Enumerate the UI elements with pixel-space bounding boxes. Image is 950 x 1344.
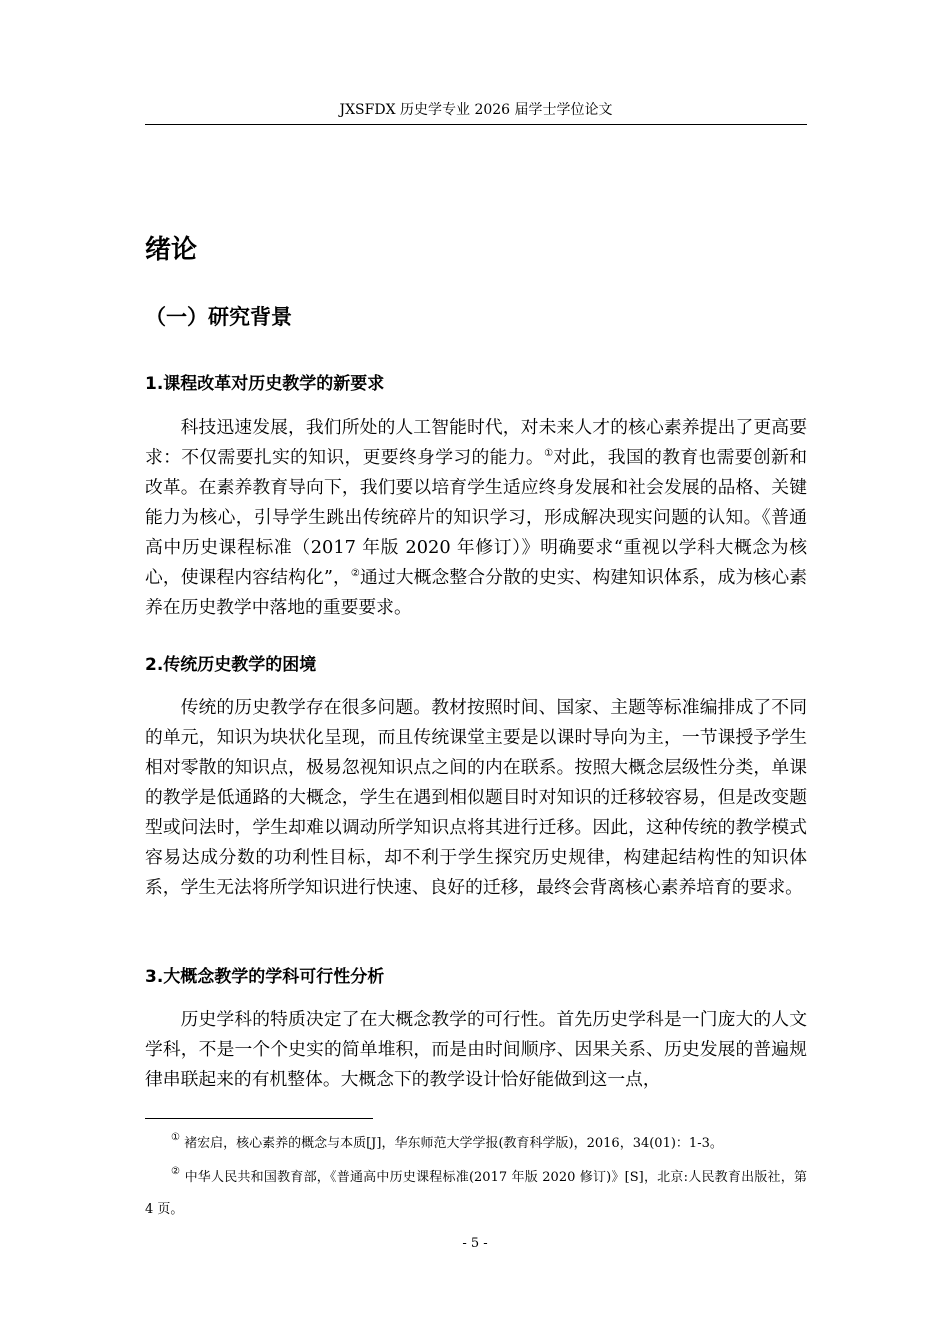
footnote-2-text: 中华人民共和国教育部，《普通高中历史课程标准(2017 年版 2020 修订)》[S]，北京:人民教育出版社，第 4 页。: [145, 1170, 808, 1217]
footnote-rule: [145, 1118, 373, 1119]
subsection-title-2: 2.传统历史教学的困境: [145, 655, 317, 675]
footnote-1-text: 褚宏启，核心素养的概念与本质[J]，华东师范大学学报(教育科学版)，2016，34(01)：1-3。: [184, 1136, 723, 1151]
paragraph-1-part2: 对此，我国的教育也需要创新和改革。在素养教育导向下，我们要以培育学生适应终身发展和社会发展的品格、关键能力为核心，引导学生跳出传统碎片的知识学习，形成解决现实问题的认知。《普通高中历史课程标准（2017 年版 2020 年修订）》明确要求“重视以学科大概念为核心，使课程内容结构化”，: [145, 447, 807, 588]
subsection-title-3: 3.大概念教学的学科可行性分析: [145, 967, 385, 987]
footnote-2-marker: ②: [171, 1166, 181, 1177]
subsection-title-1: 1.课程改革对历史教学的新要求: [145, 374, 385, 394]
footnote-1: [145, 1128, 807, 1160]
page-number: - 5 -: [462, 1236, 488, 1251]
running-header: JXSFDX 历史学专业 2026 届学士学位论文: [339, 102, 613, 118]
paragraph-2: 传统的历史教学存在很多问题。教材按照时间、国家、主题等标准编排成了不同的单元，知识为块状化呈现，而且传统课堂主要是以课时导向为主，一节课授予学生相对零散的知识点，极易忽视知识点之间的内在联系。按照大概念层级性分类，单课的教学是低通路的大概念，学生在遇到相似题目时对知识的迁移较容易，但是改变题型或问法时，学生却难以调动所学知识点将其进行迁移。因此，这种传统的教学模式容易达成分数的功利性目标，却不利于学生探究历史规律，构建起结构性的知识体系，学生无法将所学知识进行快速、良好的迁移，最终会背离核心素养培育的要求。: [145, 697, 807, 898]
footnote-ref-2: ②: [350, 568, 360, 579]
footnote-1-marker: ①: [171, 1132, 180, 1143]
footnote-2: [145, 1162, 807, 1226]
section-title: （一）研究背景: [145, 305, 292, 329]
footnote-ref-1: ①: [544, 448, 554, 459]
chapter-title: 绪论: [145, 235, 198, 265]
paragraph-1-part3: 通过大概念整合分散的史实、构建知识体系，成为核心素养在历史教学中落地的重要要求。: [145, 567, 807, 618]
paragraph-1: [145, 413, 807, 623]
paragraph-3: 历史学科的特质决定了在大概念教学的可行性。首先历史学科是一门庞大的人文学科，不是一个个史实的简单堆积，而是由时间顺序、因果关系、历史发展的普遍规律串联起来的有机整体。大概念下的教学设计恰好能做到这一点，: [145, 1009, 807, 1090]
header-rule: [145, 124, 807, 125]
paragraph-1-part1: 科技迅速发展，我们所处的人工智能时代，对未来人才的核心素养提出了更高要求：不仅需要扎实的知识，更要终身学习的能力。: [145, 417, 807, 468]
